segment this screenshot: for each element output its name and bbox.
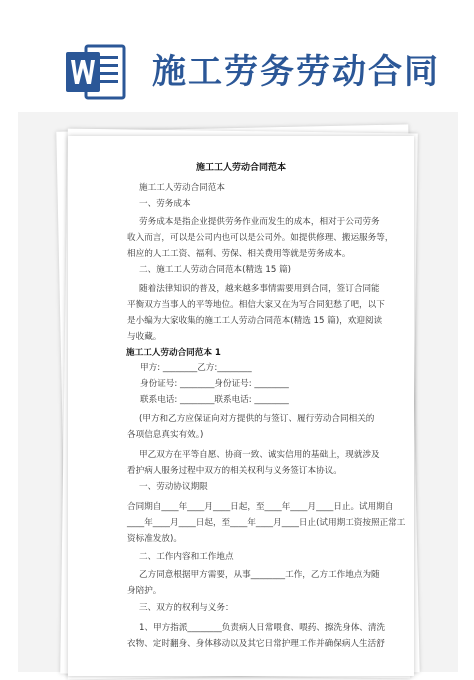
doc-line: 二、施工工人劳动合同范本(精选 15 篇) <box>139 265 292 275</box>
doc-line: 施工工人劳动合同范本 <box>139 183 225 193</box>
document-page <box>68 136 414 676</box>
banner-title: 施工劳务劳动合同 <box>152 52 440 92</box>
doc-line: 身份证号: ________身份证号: ________ <box>140 379 289 389</box>
doc-line: 1、甲方指派________负责病人日常喂食、喂药、擦洗身体、清洗 <box>139 623 386 633</box>
doc-line: 身陪护。 <box>127 586 162 596</box>
doc-line: 合同期自____年____月____日起，至____年____月____日止。试用期自 <box>127 502 394 512</box>
doc-line: 平衡双方当事人的平等地位。相信大家又在为写合同犯愁了吧，以下 <box>127 300 385 310</box>
doc-line: (甲方和乙方应保证向对方提供的与签订、履行劳动合同相关的 <box>139 414 375 424</box>
doc-line: ____年____月____日起，至____年____月____日止(试用期工资按照正常工 <box>127 518 406 528</box>
doc-line: 资标准发放)。 <box>127 534 182 544</box>
document-title: 施工工人劳动合同范本 <box>195 163 286 173</box>
doc-line: 乙方同意根据甲方需要，从事________工作，乙方工作地点为随 <box>139 570 380 580</box>
word-document-icon <box>64 40 128 104</box>
doc-line: 二、工作内容和工作地点 <box>139 552 234 562</box>
doc-line: 劳务成本是指企业提供劳务作业而发生的成本，相对于公司劳务 <box>139 217 380 227</box>
doc-line: 与收藏。 <box>127 332 162 342</box>
doc-line: 收入而言，可以是公司内也可以是公司外。如提供修理、搬运服务等， <box>127 233 394 243</box>
doc-line: 联系电话: ________联系电话: ________ <box>140 395 289 405</box>
doc-line: 是小编为大家收集的施工工人劳动合同范本(精选 15 篇)，欢迎阅读 <box>127 316 383 326</box>
doc-line: 甲乙双方在平等自愿、协商一致、诚实信用的基础上，现就涉及 <box>139 450 380 460</box>
section-heading: 施工工人劳动合同范本 1 <box>126 348 221 358</box>
doc-line: 看护病人服务过程中双方的相关权利与义务签订本协议。 <box>127 466 342 476</box>
doc-line: 一、劳务成本 <box>139 199 191 209</box>
doc-line: 随着法律知识的普及，越来越多事情需要用到合同，签订合同能 <box>139 284 380 294</box>
doc-line: 甲方: ________乙方:________ <box>140 363 252 373</box>
doc-line: 相应的人工工资、福利、劳保、相关费用等就是劳务成本。 <box>127 249 351 259</box>
doc-line: 衣物、定时翻身、身体移动以及其它日常护理工作并确保病人生活舒 <box>127 639 385 649</box>
banner <box>0 0 474 100</box>
doc-line: 各项信息真实有效。) <box>127 430 204 440</box>
doc-line: 三、双方的权利与义务： <box>139 603 234 613</box>
doc-line: 一、劳动协议期限 <box>139 482 208 492</box>
